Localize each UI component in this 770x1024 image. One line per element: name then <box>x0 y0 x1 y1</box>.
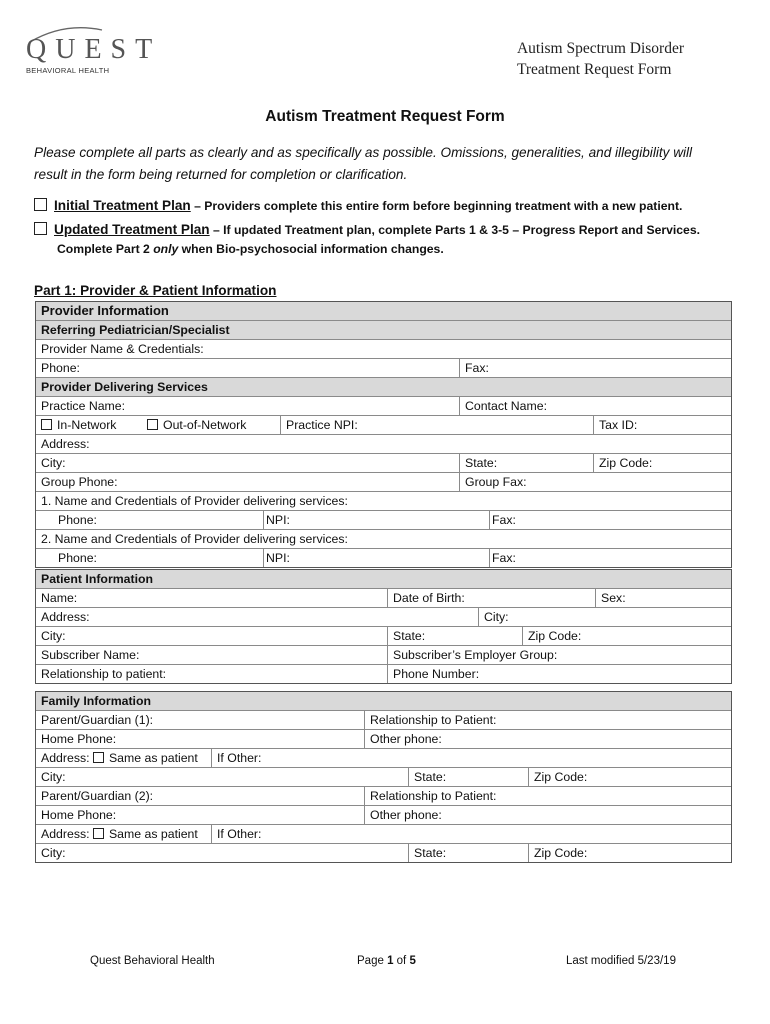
guardian2-address-row <box>36 824 731 843</box>
in-network-checkbox[interactable] <box>41 419 52 430</box>
same-as-patient-label: Same as patient <box>108 751 198 765</box>
patient-information-table <box>35 569 732 684</box>
same-as-patient-label: Same as patient <box>108 827 198 841</box>
provider2-field[interactable]: 2. Name and Credentials of Provider delivering services: <box>41 532 348 546</box>
guardian2-field[interactable]: Parent/Guardian (2): <box>41 789 154 803</box>
subscriber-row <box>36 645 731 664</box>
note-part-a: Complete Part 2 <box>57 242 154 256</box>
referring-phone-row <box>36 358 731 377</box>
provider2-phone-field[interactable]: Phone: <box>58 551 97 565</box>
provider1-field[interactable]: 1. Name and Credentials of Provider delivering services: <box>41 494 348 508</box>
delivering-heading: Provider Delivering Services <box>41 380 208 394</box>
guardian1-city-row <box>36 767 731 786</box>
guardian2-relationship-field[interactable]: Relationship to Patient: <box>364 787 496 805</box>
patient-city-row <box>36 626 731 645</box>
referring-heading: Referring Pediatrician/Specialist <box>41 323 230 337</box>
patient-phone-field[interactable]: Phone Number: <box>387 665 479 683</box>
referring-phone-field[interactable]: Phone: <box>41 361 80 375</box>
footer-last-modified: Last modified 5/23/19 <box>566 955 676 967</box>
guardian1-city-field[interactable]: City: <box>41 770 66 784</box>
family-heading: Family Information <box>41 694 151 708</box>
document-title-block <box>517 38 684 80</box>
out-network-checkbox[interactable] <box>147 419 158 430</box>
provider-zip-field[interactable]: Zip Code: <box>593 454 652 472</box>
patient-zip-field[interactable]: Zip Code: <box>522 627 581 645</box>
guardian1-other-phone-field[interactable]: Other phone: <box>364 730 442 748</box>
logo-subtitle: BEHAVIORAL HEALTH <box>26 66 110 75</box>
patient-header <box>36 570 731 588</box>
guardian1-home-phone-field[interactable]: Home Phone: <box>41 732 117 746</box>
provider1-row[interactable] <box>36 491 731 510</box>
patient-name-row <box>36 588 731 607</box>
initial-plan-option[interactable] <box>34 198 682 213</box>
initial-plan-text: – Providers complete this entire form before beginning treatment with a new patient. <box>190 199 683 213</box>
guardian2-home-phone-field[interactable]: Home Phone: <box>41 808 117 822</box>
practice-name-field[interactable]: Practice Name: <box>41 399 126 413</box>
tax-id-field[interactable]: Tax ID: <box>593 416 637 434</box>
updated-plan-checkbox[interactable] <box>34 222 47 235</box>
provider1-fax-field[interactable]: Fax: <box>489 511 516 529</box>
family-header <box>36 692 731 710</box>
practice-npi-field[interactable]: Practice NPI: <box>280 416 593 434</box>
group-phone-row <box>36 472 731 491</box>
patient-sex-field[interactable]: Sex: <box>595 589 626 607</box>
relationship-field[interactable]: Relationship to patient: <box>41 667 167 681</box>
initial-plan-checkbox[interactable] <box>34 198 47 211</box>
provider-section-label: Provider Information <box>41 303 169 318</box>
guardian1-phone-row <box>36 729 731 748</box>
provider-city-row <box>36 453 731 472</box>
guardian2-same-address[interactable] <box>36 825 211 843</box>
out-network-option[interactable] <box>142 416 280 434</box>
guardian1-state-field[interactable]: State: <box>408 768 528 786</box>
guardian2-other-address-field[interactable]: If Other: <box>211 825 261 843</box>
guardian2-zip-field[interactable]: Zip Code: <box>528 844 587 862</box>
page-label: Page <box>357 955 388 967</box>
provider2-row[interactable] <box>36 529 731 548</box>
address-label: Address: <box>41 827 90 841</box>
patient-state-field[interactable]: State: <box>387 627 522 645</box>
provider-state-field[interactable]: State: <box>459 454 593 472</box>
employer-group-field[interactable]: Subscriber’s Employer Group: <box>387 646 557 664</box>
network-row <box>36 415 731 434</box>
updated-plan-option[interactable] <box>34 222 700 237</box>
provider-name-field[interactable]: Provider Name & Credentials: <box>41 342 204 356</box>
note-only: only <box>153 242 179 256</box>
guardian1-field[interactable]: Parent/Guardian (1): <box>41 713 154 727</box>
family-information-table <box>35 691 732 863</box>
practice-name-row <box>36 396 731 415</box>
initial-plan-label: Initial Treatment Plan <box>54 198 191 213</box>
patient-address-city-field[interactable]: City: <box>478 608 509 626</box>
subscriber-name-field[interactable]: Subscriber Name: <box>41 648 140 662</box>
patient-name-field[interactable]: Name: <box>41 591 78 605</box>
patient-dob-field[interactable]: Date of Birth: <box>387 589 595 607</box>
page-of: of <box>393 955 410 967</box>
page-current: 1 <box>387 955 394 967</box>
guardian2-state-field[interactable]: State: <box>408 844 528 862</box>
provider-address-field[interactable]: Address: <box>41 437 90 451</box>
same-as-patient-checkbox[interactable] <box>93 828 104 839</box>
delivering-header <box>36 377 731 396</box>
provider1-contact-row <box>36 510 731 529</box>
doc-title-line1: Autism Spectrum Disorder <box>516 40 684 57</box>
referring-fax-field[interactable]: Fax: <box>459 359 489 377</box>
address-label: Address: <box>41 751 90 765</box>
note-part-b: when Bio-psychosocial information changes. <box>178 242 444 256</box>
provider1-phone-field[interactable]: Phone: <box>58 513 97 527</box>
updated-plan-label: Updated Treatment Plan <box>54 222 210 237</box>
in-network-option[interactable] <box>36 416 142 434</box>
contact-name-field[interactable]: Contact Name: <box>459 397 547 415</box>
guardian1-zip-field[interactable]: Zip Code: <box>528 768 587 786</box>
part1-heading: Part 1: Provider & Patient Information <box>34 283 277 298</box>
updated-plan-text: – If updated Treatment plan, complete Parts 1 & 3-5 – Progress Report and Services. <box>209 223 700 237</box>
guardian2-row <box>36 786 731 805</box>
relationship-row <box>36 664 731 683</box>
guardian1-relationship-field[interactable]: Relationship to Patient: <box>364 711 496 729</box>
guardian2-city-row <box>36 843 731 862</box>
form-title: Autism Treatment Request Form <box>265 108 505 125</box>
guardian2-other-phone-field[interactable]: Other phone: <box>364 806 442 824</box>
logo-wordmark: QUEST <box>26 34 162 65</box>
referring-header <box>36 320 731 339</box>
same-as-patient-checkbox[interactable] <box>93 752 104 763</box>
group-fax-field[interactable]: Group Fax: <box>459 473 527 491</box>
guardian1-row <box>36 710 731 729</box>
footer-page-number <box>357 955 416 967</box>
guardian1-other-address-field[interactable]: If Other: <box>211 749 261 767</box>
provider2-npi-field[interactable]: NPI: <box>263 549 489 567</box>
group-phone-field[interactable]: Group Phone: <box>41 475 118 489</box>
doc-title-line2: Treatment Request Form <box>516 61 672 78</box>
provider-city-field[interactable]: City: <box>41 456 66 470</box>
guardian1-same-address[interactable] <box>36 749 211 767</box>
provider2-contact-row <box>36 548 731 567</box>
patient-heading: Patient Information <box>41 572 154 586</box>
provider1-npi-field[interactable]: NPI: <box>263 511 489 529</box>
patient-address-row <box>36 607 731 626</box>
patient-address-field[interactable]: Address: <box>41 610 90 624</box>
intro-text: Please complete all parts as clearly and as specifically as possible. Omissions, generalities, and illegibility will result in the form being returned for completion or clarification. <box>34 145 693 182</box>
provider-information-table <box>35 301 732 568</box>
guardian2-phone-row <box>36 805 731 824</box>
provider-section-header <box>36 302 731 320</box>
updated-plan-note <box>57 242 444 256</box>
out-network-label: Out-of-Network <box>163 418 247 432</box>
footer-organization: Quest Behavioral Health <box>90 955 215 967</box>
quest-logo <box>24 20 162 78</box>
page-total: 5 <box>409 955 416 967</box>
guardian1-address-row <box>36 748 731 767</box>
patient-city-field[interactable]: City: <box>41 629 66 643</box>
provider2-fax-field[interactable]: Fax: <box>489 549 516 567</box>
provider-name-row[interactable] <box>36 339 731 358</box>
guardian2-city-field[interactable]: City: <box>41 846 66 860</box>
provider-address-row[interactable] <box>36 434 731 453</box>
in-network-label: In-Network <box>57 418 117 432</box>
